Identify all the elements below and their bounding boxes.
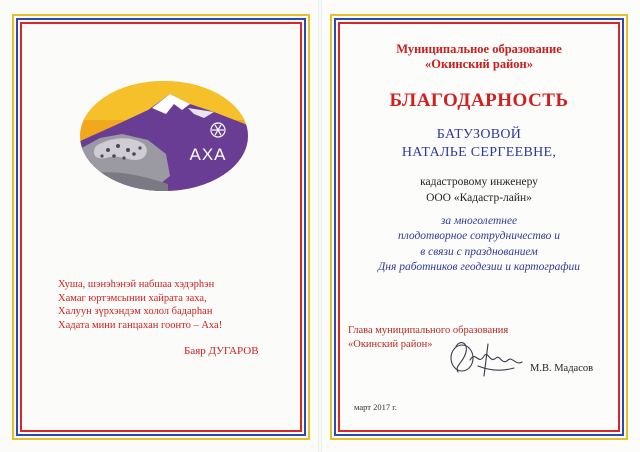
org-name-line2: «Окинский район» xyxy=(425,57,533,71)
signer-name: М.В. Мадасов xyxy=(530,363,594,374)
signer-title-line1: Глава муниципального образования xyxy=(348,325,509,336)
reason-line: в связи с празднованием xyxy=(420,246,538,258)
poem-author: Баяр ДУГАРОВ xyxy=(184,345,259,357)
reason-line: за многолетнее xyxy=(440,215,518,227)
recipient-company: ООО «Кадастр-лайн» xyxy=(426,192,532,204)
handwritten-signature-icon xyxy=(448,336,524,380)
reason-line: Дня работников геодезии и картографии xyxy=(377,261,581,273)
snow-leopard-logo-icon xyxy=(78,80,250,192)
poem-line: Хуша, шэнэһэнэй набшаа хэдэрһэн xyxy=(58,279,215,290)
issue-date: март 2017 г. xyxy=(354,402,397,412)
page-fold xyxy=(318,0,322,452)
poem xyxy=(58,278,298,332)
org-name-line1: Муниципальное образование xyxy=(396,42,562,56)
reason-line: плодотворное сотрудничество и xyxy=(397,230,561,242)
recipient-surname: БАТУЗОВОЙ xyxy=(436,127,522,142)
logo-text: АХА xyxy=(189,145,227,164)
certificate-title: БЛАГОДАРНОСТЬ xyxy=(389,90,569,111)
recipient-position: кадастровому инженеру xyxy=(420,176,538,188)
poem-line: Халуун зүрхэндэм холол бадарһан xyxy=(58,306,213,317)
poem-line: Хадата мини ганцахан гоонто – Аха! xyxy=(58,319,223,331)
signer-title-line2: «Окинский район» xyxy=(348,339,433,350)
poem-line: Хамаг юртэмсынии хайрата заха, xyxy=(58,292,207,304)
recipient-given-names: НАТАЛЬЕ СЕРГЕЕВНЕ, xyxy=(401,145,557,160)
